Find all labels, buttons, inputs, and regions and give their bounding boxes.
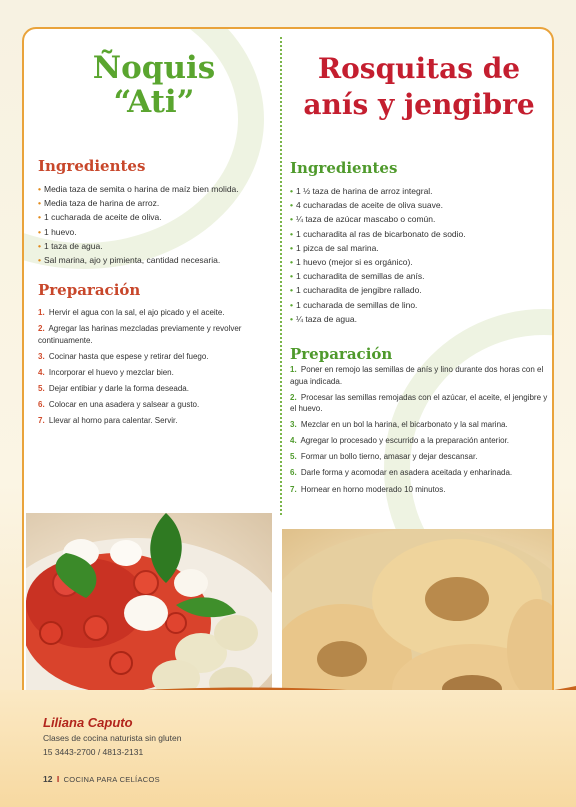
bullet-icon: • [38,226,41,237]
step-text: Llevar al horno para calentar. Servir. [48,416,178,426]
steps-list [290,364,548,500]
ingredients-heading: Ingredientes [290,159,398,177]
step-text: Mezclar en un bol la harina, el bicarbonato y la sal marina. [300,420,508,430]
step-text: Cocinar hasta que espese y retirar del fuego. [48,351,209,361]
page-number: 12 [43,774,53,784]
ingredient-item [290,184,466,198]
ingredient-text: 1 pizca de sal marina. [295,242,379,253]
step-item [38,307,252,319]
step-text: Hornear en horno moderado 10 minutos. [300,484,446,494]
step-text: Procesar las semillas remojadas con el azúcar, el aceite, el jengibre y el huevo. [290,392,548,414]
bullet-icon: • [290,242,293,253]
ingredient-text: ¼ taza de agua. [295,313,357,324]
bullet-icon: • [38,198,41,209]
step-text: Dejar entibiar y darle la forma deseada. [48,383,189,393]
step-text: Formar un bollo tierno, amasar y dejar descansar. [300,452,478,462]
title-line: “Ati” [113,84,195,120]
step-number: 6. [290,468,297,478]
step-item [290,467,548,479]
ingredient-item [38,253,239,267]
ingredient-item [290,227,466,241]
page-footer [43,774,160,784]
ingredient-item [290,198,466,212]
ingredient-item [38,182,239,196]
ingredient-item [290,212,466,226]
bullet-icon: • [38,184,41,194]
author-description: Clases de cocina naturista sin gluten [43,733,182,743]
ingredient-text: 1 huevo. [43,226,77,237]
bullet-icon: • [290,257,293,268]
step-text: Poner en remojo las semillas de anís y lino durante dos horas con el agua indicada. [290,365,544,386]
step-item [38,323,252,346]
recipe-card [22,27,554,713]
preparation-heading: Preparación [38,281,141,299]
recipe-title [34,51,274,119]
step-number: 2. [290,392,297,402]
step-item [290,419,548,431]
bullet-icon: • [290,271,293,282]
ingredient-item [290,312,466,326]
step-number: 3. [38,351,45,361]
bullet-icon: • [38,255,41,266]
ingredient-item [290,298,466,312]
ingredient-text: 1 cucharadita de semillas de anís. [295,271,425,282]
step-item [38,415,252,427]
step-number: 7. [290,484,297,494]
bullet-icon: • [290,200,293,211]
bullet-icon: • [290,214,293,225]
step-item [290,435,548,447]
ingredient-text: Media taza de semita o harina de maíz bien molida. [43,184,239,194]
step-text: Agregar las harinas mezcladas previamente y revolver continuamente. [38,324,242,345]
step-text: Hervir el agua con la sal, el ajo picado y el aceite. [48,308,225,317]
ingredient-item [38,239,239,253]
ingredient-item [38,210,239,224]
step-item [290,484,548,496]
column-divider [280,37,282,515]
ingredient-text: Media taza de harina de arroz. [43,198,160,209]
bullet-icon: • [290,186,293,196]
ingredient-text: 1 cucharadita de jengibre rallado. [295,285,422,296]
ingredient-item [290,269,466,283]
ingredient-item [290,283,466,297]
ingredient-item [38,225,239,239]
ingredients-list [38,182,239,267]
magazine-name: COCINA PARA CELÍACOS [63,775,160,784]
step-text: Colocar en una asadera y salsear a gusto. [48,399,200,409]
step-item [38,351,252,363]
step-item [38,367,252,379]
ingredients-heading: Ingredientes [38,157,146,175]
step-number: 5. [290,452,297,462]
step-number: 1. [38,308,45,317]
step-text: Darle forma y acomodar en asadera aceitada y enharinada. [300,468,513,478]
bullet-icon: • [38,240,41,251]
step-item [290,451,548,463]
footer-separator: I [56,774,60,784]
step-number: 4. [290,436,297,446]
step-number: 4. [38,367,45,377]
title-line: Ñoquis [92,50,216,86]
ingredient-item [38,196,239,210]
ingredient-text: 4 cucharadas de aceite de oliva suave. [295,200,443,211]
bullet-icon: • [290,313,293,324]
step-text: Agregar lo procesado y escurrido a la preparación anterior. [300,436,510,446]
preparation-heading: Preparación [290,345,393,363]
bullet-icon: • [290,299,293,310]
ingredient-text: 1 taza de agua. [43,240,103,251]
title-line: anís y jengibre [303,88,535,121]
ingredient-item [290,255,466,269]
author-phone: 15 3443-2700 / 4813-2131 [43,747,144,757]
step-number: 7. [38,416,45,426]
ingredient-text: 1 cucharada de aceite de oliva. [43,212,162,223]
recipe-title [288,51,550,123]
ingredients-list [290,184,466,326]
step-number: 6. [38,399,45,409]
step-text: Incorporar el huevo y mezclar bien. [48,367,174,377]
step-number: 2. [38,324,45,334]
ingredient-text: 1 cucharadita al ras de bicarbonato de sodio. [295,228,466,239]
step-item [290,392,548,415]
steps-list [38,307,252,431]
title-line: Rosquitas de [317,52,521,85]
step-number: 5. [38,383,45,393]
ingredient-text: ¼ taza de azúcar mascabo o común. [295,214,436,225]
ingredient-item [290,241,466,255]
ingredient-text: Sal marina, ajo y pimienta, cantidad necesaria. [43,255,221,266]
step-item [38,399,252,411]
step-number: 1. [290,365,297,374]
step-item [290,364,548,387]
step-number: 3. [290,420,297,430]
step-item [38,383,252,395]
bullet-icon: • [290,228,293,239]
bullet-icon: • [38,212,41,223]
ingredient-text: 1 ½ taza de harina de arroz integral. [295,186,433,196]
ingredient-text: 1 cucharada de semillas de lino. [295,299,418,310]
author-name: Liliana Caputo [43,715,133,730]
bullet-icon: • [290,285,293,296]
ingredient-text: 1 huevo (mejor si es orgánico). [295,257,413,268]
